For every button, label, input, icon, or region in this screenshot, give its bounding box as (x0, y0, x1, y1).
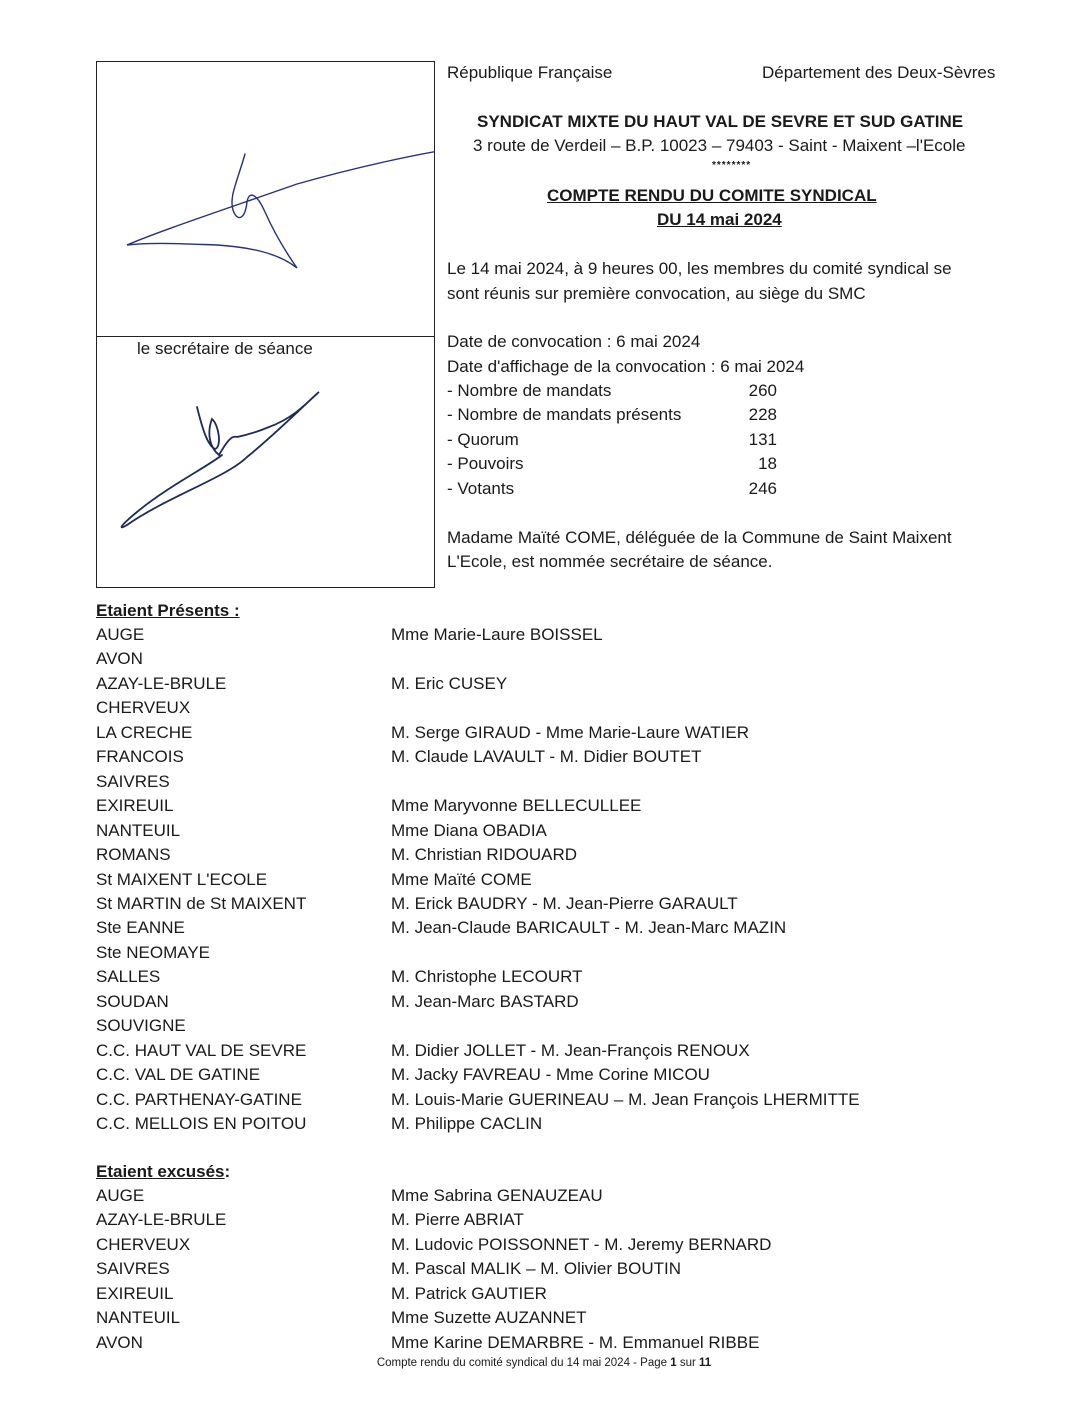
list-item (96, 672, 996, 696)
page-title-date: DU 14 mai 2024 (657, 210, 782, 229)
stat-row (447, 403, 787, 427)
stat-label: - Pouvoirs (447, 454, 524, 473)
delegate-names: Mme Karine DEMARBRE - M. Emmanuel RIBBE (391, 1332, 760, 1352)
footer-page-number: 1 (670, 1357, 677, 1369)
list-item (96, 794, 996, 818)
stat-row (447, 477, 787, 501)
stat-value: 228 (748, 405, 777, 424)
signature-image-secretary (97, 337, 434, 587)
commune-name: LA CRECHE (96, 722, 193, 742)
commune-name: FRANCOIS (96, 747, 184, 767)
commune-name: CHERVEUX (96, 698, 191, 718)
delegate-names: M. Didier JOLLET - M. Jean-François RENOUX (391, 1040, 750, 1060)
list-item (96, 1331, 996, 1355)
delegate-names: M. Jacky FAVREAU - Mme Corine MICOU (391, 1065, 710, 1085)
commune-name: Ste EANNE (96, 918, 185, 938)
header-left: République Française (447, 63, 613, 82)
delegate-names: M. Pascal MALIK – M. Olivier BOUTIN (391, 1259, 681, 1279)
list-item (96, 696, 996, 720)
commune-name: SOUDAN (96, 991, 169, 1011)
list-item (96, 770, 996, 794)
commune-name: Ste NEOMAYE (96, 942, 210, 962)
list-item (96, 1039, 996, 1063)
commune-name: AVON (96, 1332, 143, 1352)
commune-name: CHERVEUX (96, 1234, 191, 1254)
signature-box-bottom (96, 336, 435, 588)
commune-name: EXIREUIL (96, 1283, 174, 1303)
page-footer (0, 1357, 1088, 1369)
list-item (96, 745, 996, 769)
delegate-names: M. Jean-Marc BASTARD (391, 991, 579, 1011)
commune-name: AUGE (96, 1186, 145, 1205)
stat-label: - Votants (447, 479, 515, 498)
signature-box-top (96, 61, 435, 337)
stat-label: - Nombre de mandats (447, 381, 612, 400)
footer-page-total: 11 (699, 1357, 712, 1369)
commune-name: NANTEUIL (96, 1308, 181, 1328)
footer-middle: sur (676, 1357, 700, 1369)
secretary-line-2: L'Ecole, est nommée secrétaire de séance. (447, 552, 773, 571)
stat-value: 131 (748, 430, 777, 449)
list-item (96, 892, 996, 916)
list-item (96, 1088, 996, 1112)
stat-label: - Nombre de mandats présents (447, 405, 682, 424)
delegate-names: M. Louis-Marie GUERINEAU – M. Jean François LHERMITTE (391, 1089, 860, 1109)
page-title: COMPTE RENDU DU COMITE SYNDICAL (547, 186, 877, 205)
delegate-names: M. Christophe LECOURT (391, 967, 583, 987)
list-item (96, 721, 996, 745)
list-item (96, 647, 996, 671)
list-item (96, 868, 996, 892)
separator-stars: ******** (712, 160, 752, 171)
org-address: 3 route de Verdeil – B.P. 10023 – 79403 - Saint - Maixent –l'Ecole (473, 136, 966, 155)
commune-name: C.C. MELLOIS EN POITOU (96, 1114, 307, 1133)
list-item (96, 1257, 996, 1281)
excuses-heading (96, 1160, 230, 1184)
commune-name: AZAY-LE-BRULE (96, 1210, 227, 1230)
commune-name: C.C. HAUT VAL DE SEVRE (96, 1040, 307, 1060)
commune-name: AZAY-LE-BRULE (96, 673, 227, 693)
delegate-names: M. Serge GIRAUD - Mme Marie-Laure WATIER (391, 722, 750, 742)
secretary-line-1: Madame Maïté COME, déléguée de la Commune de Saint Maixent (447, 528, 952, 547)
commune-name: C.C. VAL DE GATINE (96, 1065, 261, 1085)
delegate-names: M. Christian RIDOUARD (391, 845, 578, 865)
list-item (96, 1063, 996, 1087)
intro-line-2: sont réunis sur première convocation, au siège du SMC (447, 284, 866, 303)
commune-name: SAIVRES (96, 771, 170, 791)
delegate-names: M. Jean-Claude BARICAULT - M. Jean-Marc MAZIN (391, 918, 787, 938)
list-item (96, 1112, 996, 1136)
commune-name: EXIREUIL (96, 796, 174, 816)
commune-name: SAIVRES (96, 1259, 170, 1279)
list-item (96, 1014, 996, 1038)
excuses-heading-colon: : (224, 1162, 231, 1181)
list-item (96, 941, 996, 965)
list-item (96, 1233, 996, 1257)
list-item (96, 1208, 996, 1232)
list-item (96, 990, 996, 1014)
list-item (96, 916, 996, 940)
signature-image-president (97, 62, 434, 337)
stat-value: 246 (748, 479, 777, 498)
stat-label: - Quorum (447, 430, 519, 449)
footer-prefix: Compte rendu du comité syndical du 14 mai 2024 - Page (376, 1357, 671, 1369)
commune-name: St MAIXENT L'ECOLE (96, 869, 268, 889)
org-name: SYNDICAT MIXTE DU HAUT VAL DE SEVRE ET SUD GATINE (477, 112, 964, 131)
stat-value: 260 (748, 381, 777, 400)
delegate-names: M. Ludovic POISSONNET - M. Jeremy BERNARD (391, 1234, 772, 1254)
list-item (96, 1184, 996, 1208)
commune-name: NANTEUIL (96, 820, 181, 840)
delegate-names: Mme Suzette AUZANNET (391, 1308, 587, 1328)
delegate-names: Mme Marie-Laure BOISSEL (391, 625, 603, 644)
delegate-names: M. Patrick GAUTIER (391, 1283, 547, 1303)
commune-name: SOUVIGNE (96, 1016, 186, 1036)
excuses-heading-text: Etaient excusés (96, 1162, 225, 1181)
delegate-names: M. Erick BAUDRY - M. Jean-Pierre GARAULT (391, 893, 738, 913)
commune-name: C.C. PARTHENAY-GATINE (96, 1089, 302, 1109)
delegate-names: M. Philippe CACLIN (391, 1114, 543, 1133)
list-item (96, 843, 996, 867)
delegate-names: Mme Diana OBADIA (391, 820, 547, 840)
secretary-label: le secrétaire de séance (137, 339, 313, 358)
intro-line-1: Le 14 mai 2024, à 9 heures 00, les membres du comité syndical se (447, 259, 952, 278)
commune-name: AVON (96, 649, 143, 669)
list-item (96, 819, 996, 843)
commune-name: AUGE (96, 625, 145, 644)
list-item (96, 965, 996, 989)
stat-row (447, 452, 787, 476)
list-item (96, 1282, 996, 1306)
stat-value: 18 (758, 454, 777, 473)
commune-name: SALLES (96, 967, 161, 987)
affichage-date: Date d'affichage de la convocation : 6 mai 2024 (447, 357, 805, 376)
list-item (96, 1306, 996, 1330)
stat-row (447, 428, 787, 452)
delegate-names: Mme Sabrina GENAUZEAU (391, 1186, 603, 1205)
delegate-names: M. Pierre ABRIAT (391, 1210, 524, 1230)
convocation-date: Date de convocation : 6 mai 2024 (447, 332, 701, 351)
list-item (96, 623, 996, 647)
delegate-names: Mme Maryvonne BELLECULLEE (391, 796, 642, 816)
stat-row (447, 379, 787, 403)
delegate-names: M. Eric CUSEY (391, 673, 508, 693)
commune-name: ROMANS (96, 845, 171, 865)
presents-heading: Etaient Présents : (96, 601, 240, 620)
header-right: Département des Deux-Sèvres (762, 63, 996, 82)
commune-name: St MARTIN de St MAIXENT (96, 893, 307, 913)
delegate-names: Mme Maïté COME (391, 869, 532, 889)
delegate-names: M. Claude LAVAULT - M. Didier BOUTET (391, 747, 702, 767)
